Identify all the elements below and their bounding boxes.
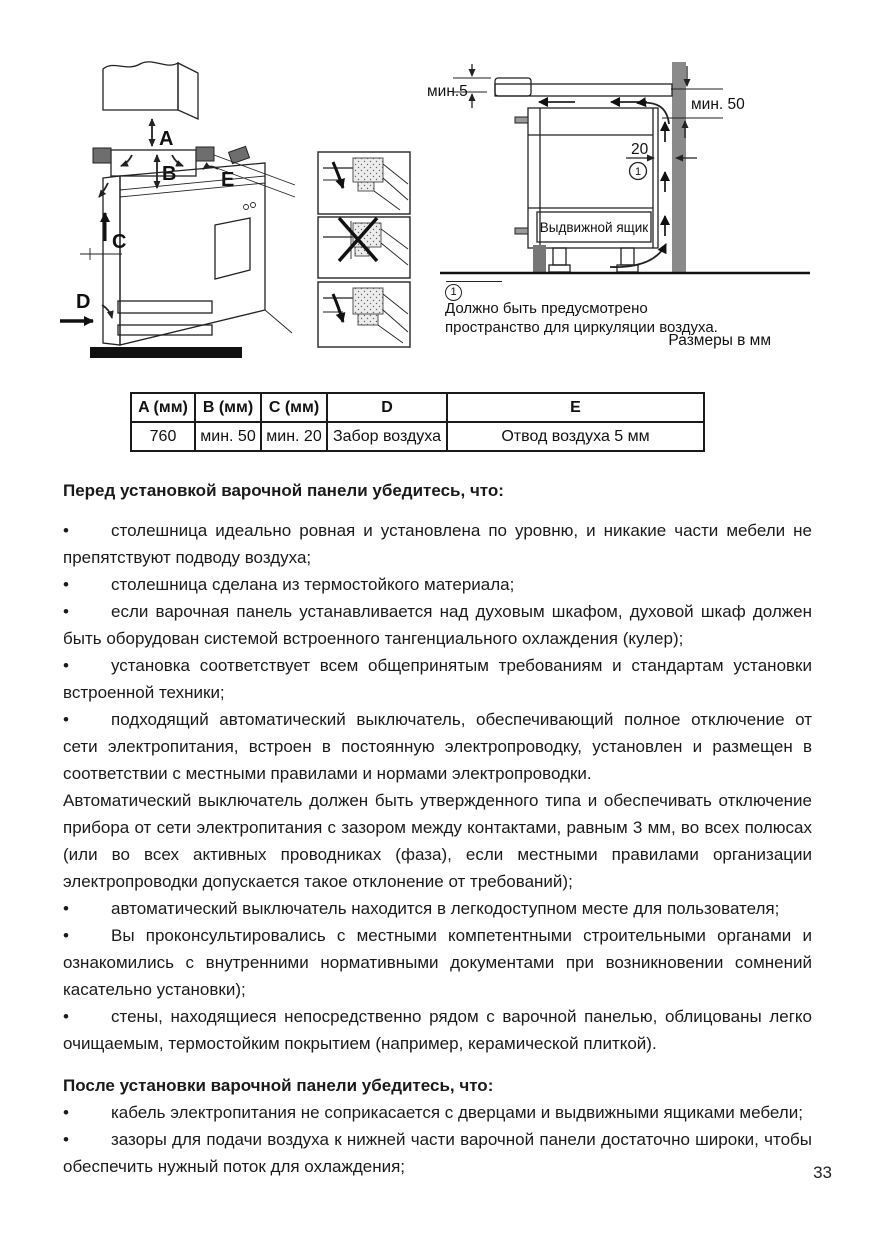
bullet-item <box>63 517 812 571</box>
bullet-marker: • <box>63 926 69 945</box>
bullet-item <box>63 895 812 922</box>
floor-bar <box>90 347 242 358</box>
bullet-item <box>63 598 812 652</box>
body-paragraph: Автоматический выключатель должен быть утвержденного типа и обеспечивать отключение прибора от сети электропитания с зазором между контактами, равным 3 мм, во всех полюсах (или во всех активных проводниках (фаза), если местными правилами организации электропроводки допускается такое отклонение от требований); <box>63 791 812 891</box>
bullet-text: зазоры для подачи воздуха к нижней части варочной панели достаточно широки, чтобы обеспечить нужный поток для охлаждения; <box>63 1130 812 1176</box>
section-heading: Перед установкой варочной панели убедитесь, что: <box>63 481 504 500</box>
bullet-item <box>63 1126 812 1180</box>
table-cell: Отвод воздуха 5 мм <box>447 422 704 451</box>
bullet-item <box>63 706 812 787</box>
figure-side-clearance <box>425 62 815 278</box>
dim-min5 <box>427 64 491 108</box>
svg-text:1: 1 <box>634 166 642 178</box>
dim-label-e: E <box>221 169 235 191</box>
dim-label-b: B <box>162 163 177 185</box>
dim-label-c: C <box>112 231 127 253</box>
table-header-cell: D <box>327 393 447 422</box>
table-header-cell: A (мм) <box>131 393 195 422</box>
oven-cabinet <box>103 163 292 345</box>
min5-label: мин.5 <box>427 83 468 100</box>
hood-above <box>103 62 198 119</box>
gap-20-label: 20 <box>631 141 649 158</box>
dim-20 <box>626 141 697 158</box>
bullet-item <box>63 652 812 706</box>
legs <box>533 245 638 273</box>
table-row <box>131 422 704 451</box>
footnote-line: Должно быть предусмотрено <box>445 300 648 317</box>
table-header-row <box>131 393 704 422</box>
bullet-text: если варочная панель устанавливается над духовым шкафом, духовой шкаф должен быть оборудован системой встроенного тангенциального охлаждения (кулер); <box>63 602 812 648</box>
figure-mounting-insets <box>315 148 415 353</box>
bullet-marker: • <box>63 656 69 675</box>
inset-correct-top <box>318 152 410 214</box>
bullet-marker: • <box>63 899 69 918</box>
footnote-rule <box>446 281 502 282</box>
bullet-marker: • <box>63 521 69 540</box>
bullet-text: стены, находящиеся непосредственно рядом с варочной панелью, облицованы легко очищаемым, термостойким покрытием (например, керамической плиткой). <box>63 1007 812 1053</box>
table-cell: 760 <box>131 422 195 451</box>
bullet-marker: • <box>63 1103 69 1122</box>
bullet-text: столешница идеально ровная и установлена по уровню, и никакие части мебели не препятствуют подводу воздуха; <box>63 521 812 567</box>
table-cell: мин. 50 <box>195 422 261 451</box>
inset-wrong <box>318 217 410 278</box>
bullet-item <box>63 1099 812 1126</box>
bullet-text: установка соответствует всем общепринятым требованиям и стандартам установки встроенной техники; <box>63 656 812 702</box>
min50-label: мин. 50 <box>691 96 745 113</box>
dim-label-a: A <box>159 128 174 150</box>
bullet-text: подходящий автоматический выключатель, обеспечивающий полное отключение от сети электропитания, встроен в постоянную электропроводку, установлен и размещен в соответствии с местными правилами и нормами электропроводки. <box>63 710 812 783</box>
table-header-cell: E <box>447 393 704 422</box>
table-header-cell: C (мм) <box>261 393 327 422</box>
bullet-item <box>63 922 812 1003</box>
footnote-marker: 1 <box>445 284 462 301</box>
table-cell: Забор воздуха <box>327 422 447 451</box>
cabinet <box>515 108 658 248</box>
body-text <box>63 477 812 1180</box>
drawer-label: Выдвижной ящик <box>539 220 649 235</box>
bullet-item <box>63 1003 812 1057</box>
dim-label-d: D <box>76 291 91 313</box>
dimensions-table <box>130 392 705 452</box>
table-header-cell: B (мм) <box>195 393 261 422</box>
bullet-item <box>63 571 812 598</box>
inset-correct-bottom <box>318 282 410 347</box>
bullet-marker: • <box>63 602 69 621</box>
bullet-marker: • <box>63 1007 69 1026</box>
figure-oven-clearances <box>60 55 315 365</box>
page-number: 33 <box>813 1163 832 1182</box>
plinth-block <box>533 245 546 273</box>
bullet-text: столешница сделана из термостойкого материала; <box>111 575 515 594</box>
table-cell: мин. 20 <box>261 422 327 451</box>
units-note: Размеры в мм <box>668 332 771 349</box>
footnote-line: пространство для циркуляции воздуха. <box>445 318 718 336</box>
section-heading: После установки варочной панели убедитесь, что: <box>63 1076 494 1095</box>
bullet-text: кабель электропитания не соприкасается с дверцами и выдвижными ящиками мебели; <box>111 1103 803 1122</box>
wall <box>672 62 686 273</box>
worktop <box>495 78 672 96</box>
bullet-text: автоматический выключатель находится в легкодоступном месте для пользователя; <box>111 899 780 918</box>
bullet-marker: • <box>63 1130 69 1149</box>
bullet-text: Вы проконсультировались с местными компетентными строительными органами и ознакомились с внутренними нормативными документами при возникновении сомнений касательно установки); <box>63 926 812 999</box>
bullet-marker: • <box>63 575 69 594</box>
bullet-marker: • <box>63 710 69 729</box>
callout-1 <box>630 163 647 180</box>
